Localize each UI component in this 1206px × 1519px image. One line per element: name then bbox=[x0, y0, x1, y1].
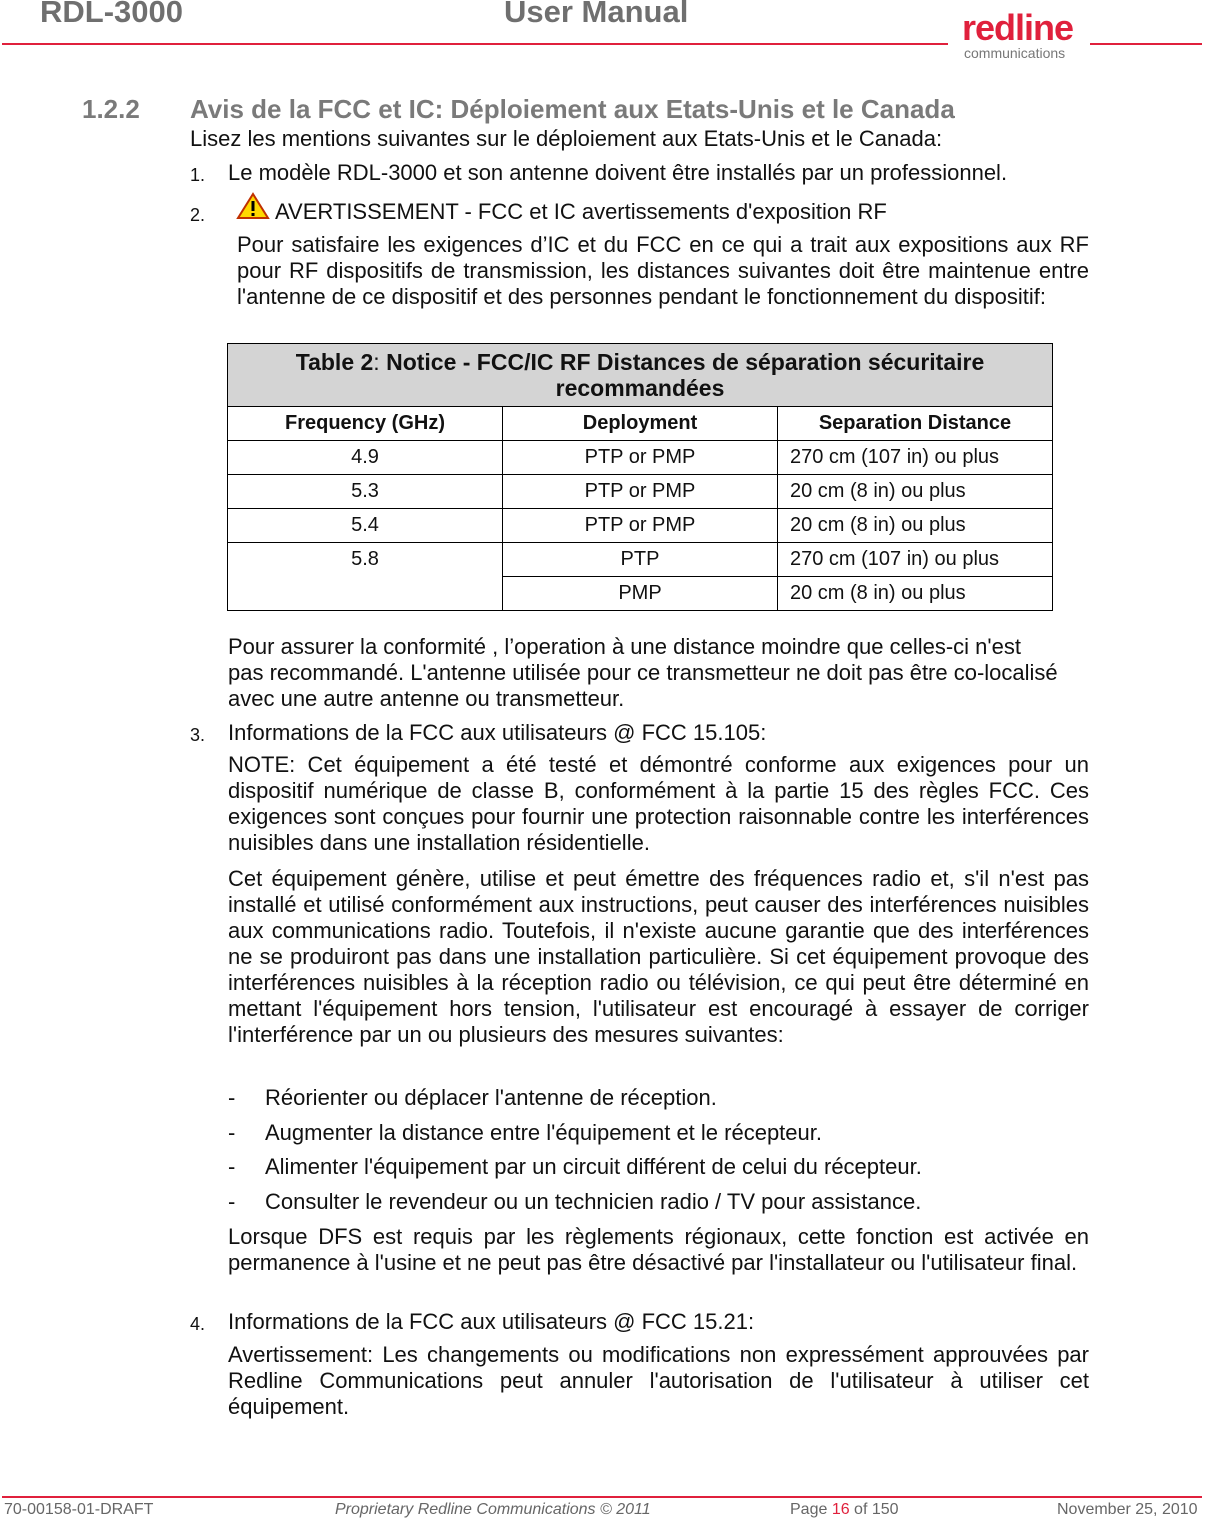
item-text: Informations de la FCC aux utilisateurs @ FCC 15.21: bbox=[228, 1309, 755, 1334]
item-number: 1. bbox=[190, 165, 206, 185]
section-intro: Lisez les mentions suivantes sur le déploiement aux Etats-Unis et le Canada: bbox=[190, 126, 943, 151]
cell-frequency: 5.4 bbox=[228, 509, 503, 543]
table-row bbox=[228, 475, 1053, 509]
cell-deployment: PTP bbox=[503, 543, 778, 577]
item-text: Le modèle RDL-3000 et son antenne doivent être installés par un professionnel. bbox=[228, 160, 1008, 185]
section-title: Avis de la FCC et IC: Déploiement aux Etats-Unis et le Canada bbox=[190, 94, 955, 124]
cell-deployment: PTP or PMP bbox=[503, 441, 778, 475]
cell-distance: 270 cm (107 in) ou plus bbox=[778, 543, 1053, 577]
cell-deployment: PTP or PMP bbox=[503, 509, 778, 543]
table-row bbox=[228, 509, 1053, 543]
column-header: Separation Distance bbox=[778, 407, 1053, 441]
bullet-item: Alimenter l'équipement par un circuit différent de celui du récepteur. bbox=[265, 1154, 922, 1179]
footer-copyright: Proprietary Redline Communications © 2011 bbox=[335, 1501, 651, 1518]
footer-page: Page 16 of 150 bbox=[790, 1501, 899, 1518]
table-header-row bbox=[228, 407, 1053, 441]
table-caption: Table 2: Notice - FCC/IC RF Distances de séparation sécuritaire recommandées bbox=[227, 343, 1053, 406]
paragraph: Lorsque DFS est requis par les règlements régionaux, cette fonction est activée en permanence à l'usine et ne peut pas être désactivé par l'installateur ou l'utilisateur final. bbox=[228, 1224, 1089, 1275]
header-rule bbox=[2, 43, 948, 45]
cell-distance: 20 cm (8 in) ou plus bbox=[778, 509, 1053, 543]
header-product: RDL-3000 bbox=[40, 0, 183, 29]
column-header: Deployment bbox=[503, 407, 778, 441]
bullet-item: Consulter le revendeur ou un technicien radio / TV pour assistance. bbox=[265, 1189, 922, 1214]
item-text: AVERTISSEMENT - FCC et IC avertissements d'exposition RF bbox=[275, 199, 887, 224]
bullet-mark: - bbox=[228, 1120, 236, 1145]
logo-text: redline bbox=[962, 7, 1074, 48]
cell-deployment: PTP or PMP bbox=[503, 475, 778, 509]
separation-table bbox=[227, 343, 1053, 611]
footer-doc-id: 70-00158-01-DRAFT bbox=[4, 1501, 154, 1518]
cell-distance: 20 cm (8 in) ou plus bbox=[778, 577, 1053, 611]
paragraph: Pour assurer la conformité , l’operation à une distance moindre que celles-ci n'est pas recommandé. L'antenne utilisée pour ce transmetteur ne doit pas être co-localisé avec une autre antenne ou transmetteur. bbox=[228, 634, 1058, 711]
item-number: 4. bbox=[190, 1314, 206, 1334]
bullet-item: Réorienter ou déplacer l'antenne de réception. bbox=[265, 1085, 717, 1110]
header-title: User Manual bbox=[504, 0, 689, 29]
paragraph: Avertissement: Les changements ou modifications non expressément approuvées par Redline Communications peut annuler l'autorisation de l'utilisateur à utiliser cet équipement. bbox=[228, 1342, 1089, 1419]
footer-rule bbox=[2, 1496, 1202, 1498]
item-number: 3. bbox=[190, 725, 206, 745]
cell-frequency: 5.8 bbox=[228, 543, 503, 611]
logo-subtext: communications bbox=[964, 45, 1066, 61]
cell-deployment: PMP bbox=[503, 577, 778, 611]
cell-frequency: 4.9 bbox=[228, 441, 503, 475]
cell-distance: 270 cm (107 in) ou plus bbox=[778, 441, 1053, 475]
footer-date: November 25, 2010 bbox=[1057, 1501, 1198, 1518]
paragraph: NOTE: Cet équipement a été testé et démontré conforme aux exigences pour un dispositif numérique de classe B, conformément à la partie 15 des règles FCC. Ces exigences sont conçues pour fournir une protection raisonnable contre les interférences nuisibles dans une installation résidentielle. bbox=[228, 752, 1089, 855]
column-header: Frequency (GHz) bbox=[228, 407, 503, 441]
bullet-mark: - bbox=[228, 1154, 236, 1179]
header-rule-right bbox=[1090, 43, 1202, 45]
paragraph: Pour satisfaire les exigences d’IC et du FCC en ce qui a trait aux expositions aux RF pour RF dispositifs de transmission, les distances suivantes doit être maintenue entre l'antenne de ce dispositif et des personnes pendant le fonctionnement du dispositif: bbox=[237, 232, 1089, 309]
cell-frequency: 5.3 bbox=[228, 475, 503, 509]
paragraph: Cet équipement génère, utilise et peut émettre des fréquences radio et, s'il n'est pas installé et utilisé conformément aux instructions, peut causer des interférences nuisibles aux communications radio. Toutefois, il n'existe aucune garantie que des interférences ne se produiront pas dans une installation particulière. Si cet équipement provoque des interférences nuisibles à la réception radio ou télévision, ce qui peut être déterminé en mettant l'équipement hors tension, l'utilisateur est encouragé à essayer de corriger l'interférence par un ou plusieurs des mesures suivantes: bbox=[228, 866, 1089, 1047]
bullet-mark: - bbox=[228, 1189, 236, 1214]
table-row bbox=[228, 543, 1053, 577]
warning-icon bbox=[236, 192, 270, 220]
item-number: 2. bbox=[190, 205, 206, 225]
section-number: 1.2.2 bbox=[82, 94, 140, 124]
bullet-mark: - bbox=[228, 1085, 236, 1110]
bullet-item: Augmenter la distance entre l'équipement et le récepteur. bbox=[265, 1120, 822, 1145]
table-row bbox=[228, 441, 1053, 475]
cell-distance: 20 cm (8 in) ou plus bbox=[778, 475, 1053, 509]
item-text: Informations de la FCC aux utilisateurs @ FCC 15.105: bbox=[228, 720, 767, 745]
redline-logo bbox=[962, 7, 1082, 61]
